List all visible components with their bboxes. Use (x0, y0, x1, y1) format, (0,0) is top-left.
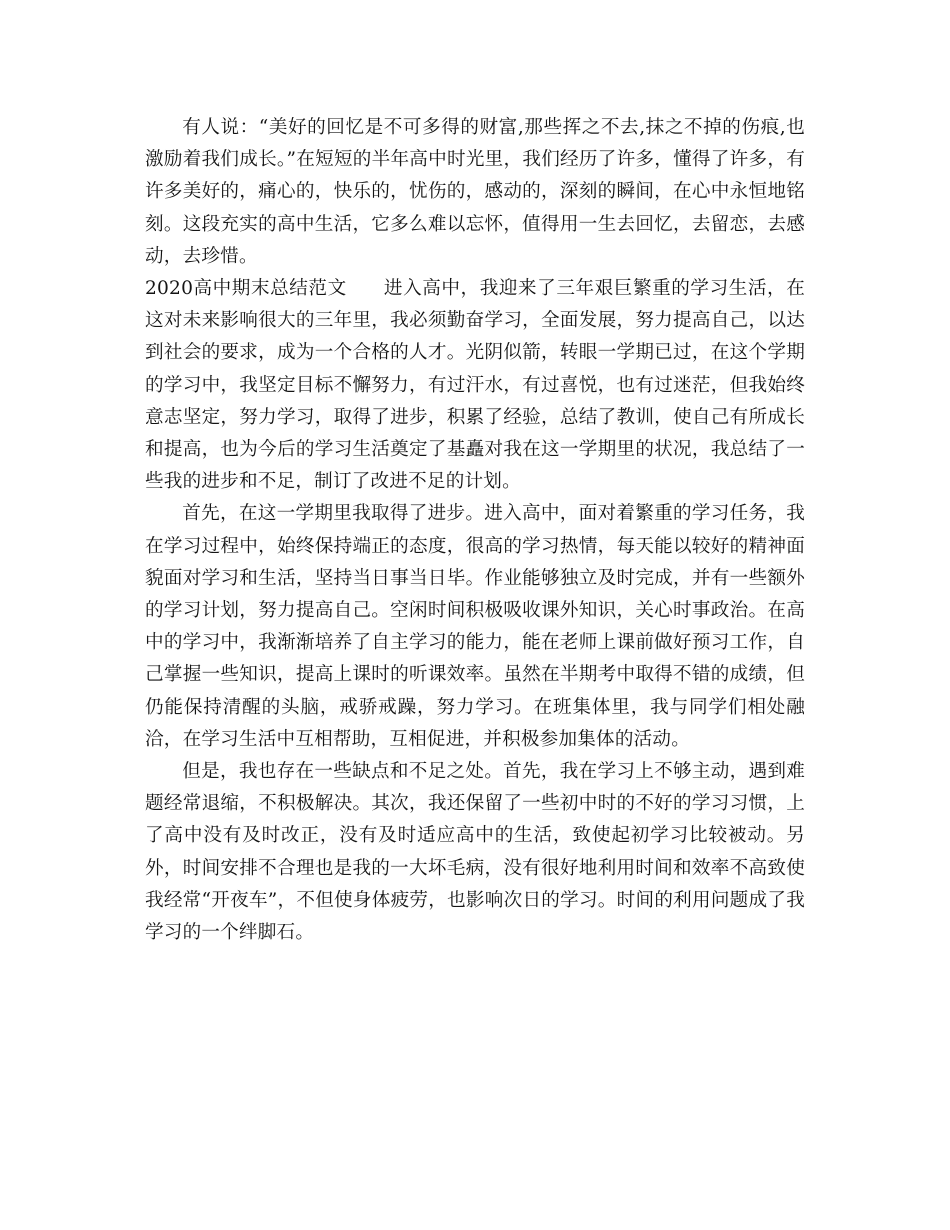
paragraph-opening-text: 进入高中，我迎来了三年艰巨繁重的学习生活，在这对未来影响很大的三年里，我必须勤奋学习，全面发展，努力提高自己，以达到社会的要求，成为一个合格的人才。光阴似箭，转眼一学期已过，在这个学期的学习中，我坚定目标不懈努力，有过汗水，有过喜悦，也有过迷茫，但我始终意志坚定，努力学习，取得了进步，积累了经验，总结了教训，使自己有所成长和提高，也为今后的学习生活奠定了基矗对我在这一学期里的状况，我总结了一些我的进步和不足，制订了改进不足的计划。 (145, 278, 805, 493)
paragraph-progress: 首先，在这一学期里我取得了进步。进入高中，面对着繁重的学习任务，我在学习过程中，始终保持端正的态度，很高的学习热情，每天能以较好的精神面貌面对学习和生活，坚持当日事当日毕。作业能够独立及时完成，并有一些额外的学习计划，努力提高自己。空闲时间积极吸收课外知识，关心时事政治。在高中的学习中，我渐渐培养了自主学习的能力，能在老师上课前做好预习工作，自己掌握一些知识，提高上课时的听课效率。虽然在半期考中取得不错的成绩，但仍能保持清醒的头脑，戒骄戒躁，努力学习。在班集体里，我与同学们相处融洽，在学习生活中互相帮助，互相促进，并积极参加集体的活动。 (145, 503, 805, 750)
paragraph-title-section (145, 273, 805, 498)
document-body (145, 112, 805, 949)
document-title: 2020高中期末总结范文 (145, 278, 347, 300)
paragraph-intro: 有人说：“美好的回忆是不可多得的财富,那些挥之不去,抹之不掉的伤痕,也激励着我们成长。”在短短的半年高中时光里，我们经历了许多，懂得了许多，有许多美好的，痛心的，快乐的，忧伤的，感动的，深刻的瞬间，在心中永恒地铭刻。这段充实的高中生活，它多么难以忘怀，值得用一生去回忆，去留恋，去感动，去珍惜。 (145, 117, 805, 267)
paragraph-shortcomings: 但是，我也存在一些缺点和不足之处。首先，我在学习上不够主动，遇到难题经常退缩，不积极解决。其次，我还保留了一些初中时的不好的学习习惯，上了高中没有及时改正，没有及时适应高中的生活，致使起初学习比较被动。另外，时间安排不合理也是我的一大坏毛病，没有很好地利用时间和效率不高致使我经常“开夜车”，不但使身体疲劳，也影响次日的学习。时间的利用问题成了我学习的一个绊脚石。 (145, 761, 805, 944)
